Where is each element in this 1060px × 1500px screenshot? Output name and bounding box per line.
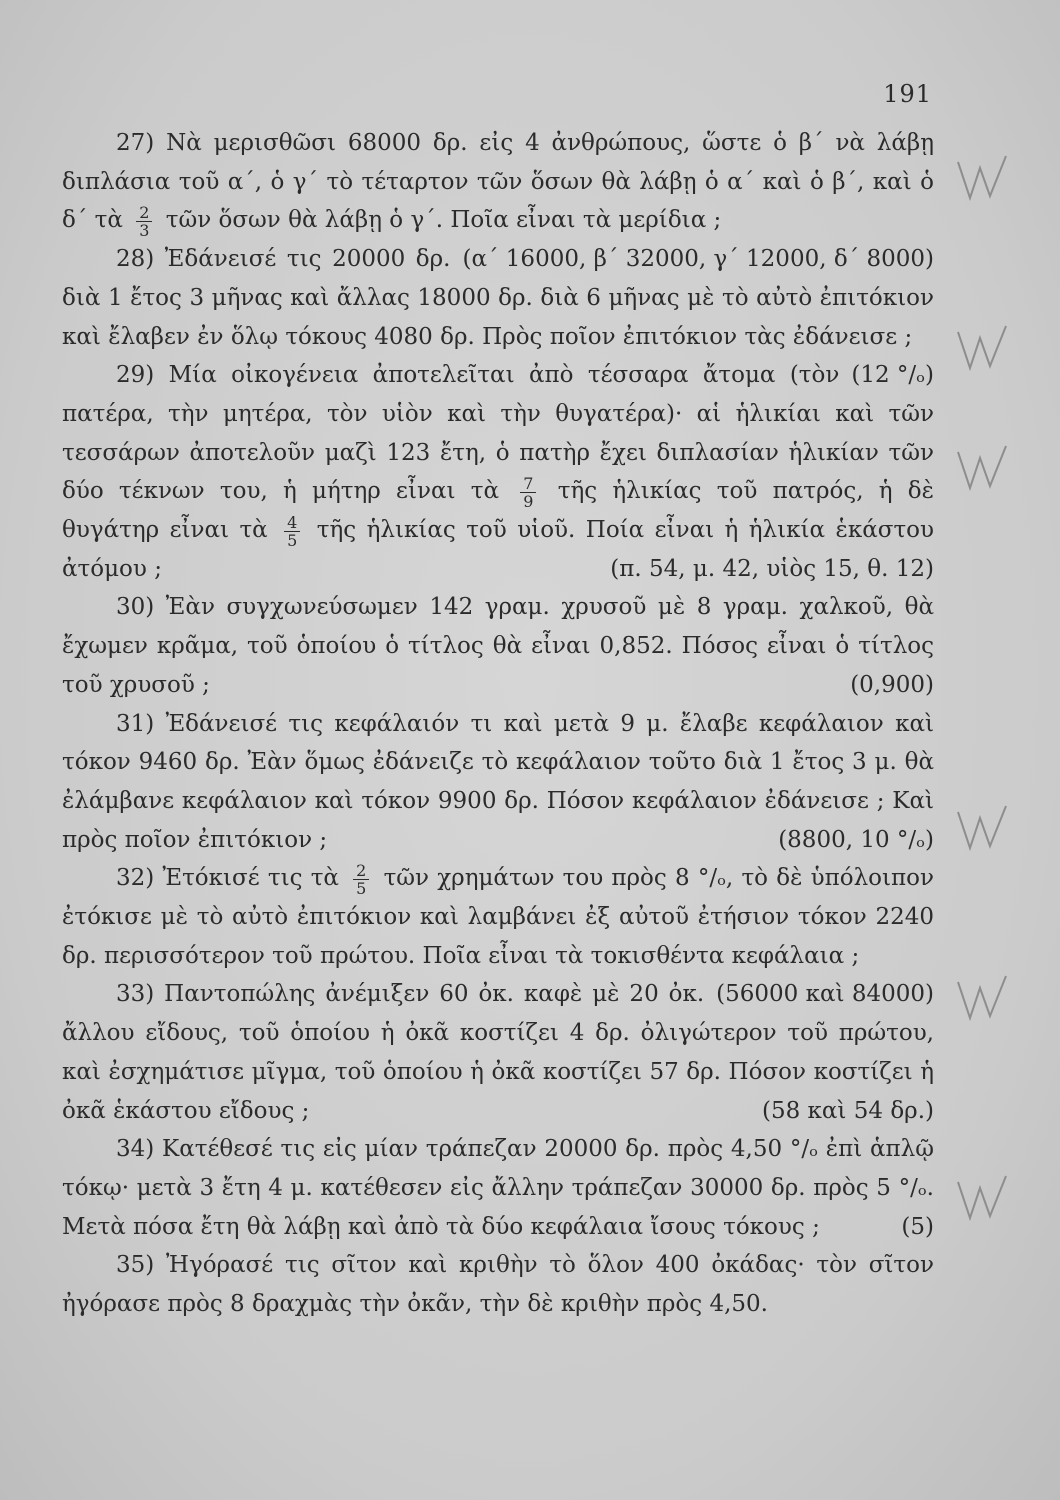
fraction-denominator: 9 <box>520 492 536 510</box>
problem-answer: (56000 καὶ 84000) <box>716 981 934 1008</box>
problem-text: 28) Ἐδάνεισέ τις 20000 δρ. διὰ 1 ἔτος 3 μῆνας καὶ ἄλλας 18000 δρ. διὰ 6 μῆνας μὲ τὸ αὐτὸ ἐπιτόκιον καὶ ἔλαβεν ἐν ὅλῳ τόκους 4080 δρ. Πρὸς ποῖον ἐπιτόκιον τὰς ἐδάνεισε ; <box>62 246 934 350</box>
problem-item <box>62 124 934 273</box>
pencil-check-mark-icon <box>954 970 1010 1030</box>
fraction-numerator: 2 <box>356 860 367 880</box>
pencil-check-mark-icon <box>954 800 1010 860</box>
problem-text: 31) Ἐδάνεισέ τις κεφάλαιόν τι καὶ μετὰ 9 μ. ἔλαβε κεφάλαιον καὶ τόκον 9460 δρ. Ἐὰν ὅμως ἐδάνειζε τὸ κεφάλαιον τοῦτο διὰ 1 ἔτος 3 μ. θὰ ἐλάμβανε κεφάλαιον καὶ τόκον 9900 δρ. Πόσον κεφάλαιον ἐδάνεισε ; Καὶ πρὸς ποῖον ἐπιτόκιον ; <box>62 710 934 853</box>
problem-list <box>62 124 934 1324</box>
fraction <box>284 514 300 549</box>
fraction-denominator: 3 <box>136 221 152 239</box>
problem-answer: (12 °/ₒ) <box>851 362 934 389</box>
problem-text: 33) Παντοπώλης ἀνέμιξεν 60 ὀκ. καφὲ μὲ 20 ὀκ. ἄλλου εἴδους, τοῦ ὁποίου ἡ ὀκᾶ κοστίζει 4 δρ. ὀλιγώτερον τοῦ πρώτου, καὶ ἐσχημάτισε μῖγμα, τοῦ ὁποίου ἡ ὀκᾶ κοστίζει 57 δρ. Πόσον κοστίζει ἡ ὀκᾶ ἑκάστου εἴδους ; <box>62 981 934 1124</box>
fraction-numerator: 7 <box>523 473 534 493</box>
problem-item <box>62 588 934 704</box>
problem-answer: (5) <box>901 1213 934 1240</box>
problem-text: 29) Μία οἰκογένεια ἀποτελεῖται ἀπὸ τέσσαρα ἄτομα (τὸν πατέρα, τὴν μητέρα, τὸν υἱὸν καὶ τὴν θυγατέρα)· αἱ ἡλικίαι καὶ τῶν τεσσάρων ἀποτελοῦν μαζὶ 123 ἔτη, ὁ πατὴρ ἔχει διπλασίαν ἡλικίαν τῶν δύο τέκνων του, ἡ μήτηρ εἶναι τὰ <box>62 362 934 505</box>
problem-text: 27) Νὰ μερισθῶσι 68000 δρ. εἰς 4 ἀνθρώπους, ὥστε ὁ β΄ νὰ λάβῃ διπλάσια τοῦ α΄, ὁ γ΄ τὸ τέταρτον τῶν ὅσων θὰ λάβῃ ὁ α΄ καὶ ὁ β΄, καὶ ὁ δ΄ τὰ <box>62 130 934 234</box>
fraction <box>520 475 536 510</box>
fraction-numerator: 4 <box>287 512 298 532</box>
problem-text: τῶν ὅσων θὰ λάβῃ ὁ γ΄. Ποῖα εἶναι τὰ μερίδια ; <box>158 207 722 234</box>
problem-text: 35) Ἠγόρασέ τις σῖτον καὶ κριθὴν τὸ ὅλον 400 ὀκάδας· τὸν σῖτον ἠγόρασε πρὸς 8 δραχμὰς τὴν ὀκᾶν, τὴν δὲ κριθὴν πρὸς 4,50. <box>62 1252 934 1318</box>
problem-item <box>62 705 934 860</box>
problem-answer: (π. 54, μ. 42, υἱὸς 15, θ. 12) <box>610 555 934 582</box>
fraction <box>136 204 152 239</box>
pencil-check-mark-icon <box>954 320 1010 380</box>
problem-answer: (0,900) <box>850 671 934 698</box>
problem-item <box>62 1130 934 1246</box>
problem-text: τῆς ἡλικίας τοῦ πατρός, ἡ δὲ θυγάτηρ εἶναι τὰ <box>62 478 934 544</box>
problem-text: τῆς ἡλικίας τοῦ υἱοῦ. Ποία εἶναι ἡ ἡλικία ἑκάστου ἀτόμου ; <box>62 517 934 582</box>
problem-text: 30) Ἐὰν συγχωνεύσωμεν 142 γραμ. χρυσοῦ μὲ 8 γραμ. χαλκοῦ, θὰ ἔχωμεν κρᾶμα, τοῦ ὁποίου ὁ τίτλος θὰ εἶναι 0,852. Πόσος εἶναι ὁ τίτλος τοῦ χρυσοῦ ; <box>62 594 934 698</box>
problem-answer: (58 καὶ 54 δρ.) <box>761 1097 934 1124</box>
problem-item <box>62 356 934 588</box>
pencil-check-mark-icon <box>954 150 1010 210</box>
page-number: 191 <box>883 80 932 108</box>
problem-text: τῶν χρημάτων του πρὸς 8 °/ₒ, τὸ δὲ ὑπόλοιπον ἐτόκισε μὲ τὸ αὐτὸ ἐπιτόκιον καὶ λαμβάνει ἐξ αὐτοῦ ἐτήσιον τόκον 2240 δρ. περισσότερον τοῦ πρώτου. Ποῖα εἶναι τὰ τοκισθέντα κεφάλαια ; <box>62 865 934 969</box>
fraction-numerator: 2 <box>139 202 150 222</box>
fraction-denominator: 5 <box>353 879 369 897</box>
problem-text: 32) Ἐτόκισέ τις τὰ <box>116 865 348 892</box>
problem-answer: (8800, 10 °/ₒ) <box>778 826 934 853</box>
pencil-check-mark-icon <box>954 1170 1010 1230</box>
problem-item <box>62 859 934 1008</box>
problem-answer: (α΄ 16000, β΄ 32000, γ΄ 12000, δ΄ 8000) <box>462 246 934 273</box>
fraction-denominator: 5 <box>284 531 300 549</box>
problem-text: 34) Κατέθεσέ τις εἰς μίαν τράπεζαν 20000 δρ. πρὸς 4,50 °/ₒ ἐπὶ ἁπλῷ τόκῳ· μετὰ 3 ἔτη 4 μ. κατέθεσεν εἰς ἄλλην τράπεζαν 30000 δρ. πρὸς 5 °/ₒ. Μετὰ πόσα ἔτη θὰ λάβῃ καὶ ἀπὸ τὰ δύο κεφάλαια ἴσους τόκους ; <box>62 1136 934 1240</box>
pencil-check-mark-icon <box>954 440 1010 500</box>
fraction <box>353 862 369 897</box>
problem-item <box>62 1246 934 1323</box>
